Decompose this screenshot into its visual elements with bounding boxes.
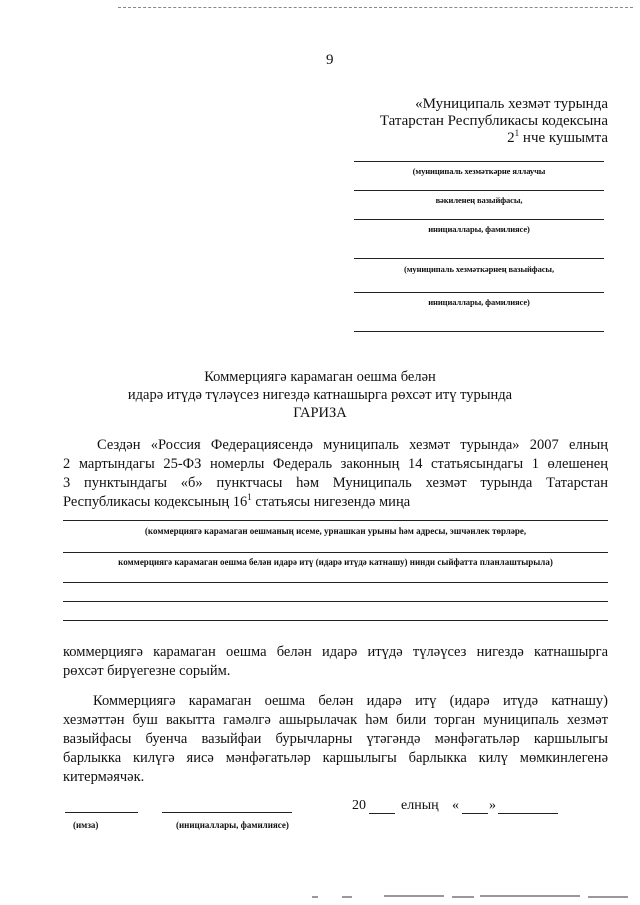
signature-line [65, 812, 138, 813]
request-line-1: Сездән «Россия Федерациясендә муниципаль хезмәт турында» 2007 елның [97, 437, 608, 453]
header-line-3 [380, 130, 608, 147]
employee-position-caption: (муниципаль хезмәткәрнең вазыйфасы, [404, 264, 554, 274]
scan-noise-3 [384, 895, 444, 897]
appendix-header [380, 96, 608, 147]
header-line-2: Татарстан Республикасы кодексына [379, 113, 608, 129]
header-line-3-text: нче кушымта [522, 130, 608, 146]
date-close-quote: » [489, 798, 496, 813]
employee-extra-line [354, 331, 604, 332]
scan-noise-4 [452, 896, 474, 898]
scan-edge-line [118, 7, 633, 8]
title-line-1: Коммерциягә карамаган оешма белән [204, 369, 436, 385]
date-year-word: елның [401, 798, 439, 813]
title-line-3: ГАРИЗА [293, 405, 347, 421]
employee-name-line [354, 292, 604, 293]
conflict-line-1: Коммерциягә карамаган оешма белән идарә итү (идарә итүдә катнашу) [93, 693, 608, 709]
date-month-line [498, 813, 558, 814]
employer-representative-line [354, 161, 604, 162]
blank-line-3 [63, 620, 608, 621]
name-caption: (инициаллары, фамилиясе) [176, 820, 289, 830]
date-open-quote: « [452, 798, 459, 813]
employer-name-line [354, 219, 604, 220]
scan-noise-1 [312, 896, 318, 898]
request-paragraph [63, 436, 608, 512]
conflict-line-4: барлыкка килүгә яисә мәнфәгатьләр каршылыгы барлыкка килү мөмкинлегенә [63, 750, 608, 766]
organization-caption: (коммерциягә карамаган оешманың исеме, урнашкан урыны һәм адресы, эшчәнлек төрләре, [144, 526, 527, 536]
organization-role-line [63, 552, 608, 553]
conflict-paragraph [63, 692, 608, 787]
page-number: 9 [326, 52, 334, 68]
employer-name-caption: инициаллары, фамилиясе) [428, 224, 530, 234]
organization-role-caption: коммерциягә карамаган оешма белән идарә итү (идарә итүдә катнашу) нинди сыйфатта планлаштырыла) [118, 557, 553, 567]
header-line-3-number: 2 [507, 130, 515, 146]
permission-paragraph [63, 643, 608, 681]
signature-caption: (имза) [73, 820, 99, 830]
date-year-prefix: 20 [352, 798, 366, 813]
document-title [0, 368, 640, 422]
scan-noise-2 [342, 896, 352, 898]
blank-line-2 [63, 601, 608, 602]
date-year-line [369, 813, 395, 814]
scan-noise-5 [480, 895, 580, 897]
request-line-3: 3 пунктындагы «б» пунктчасы һәм Муниципаль хезмәт турында Татарстан [63, 475, 608, 491]
employer-position-line [354, 190, 604, 191]
conflict-line-2: хезмәттән буш вакытта гамәлгә ашырылачак һәм били торган муниципаль хезмәт [63, 712, 608, 728]
permission-line-2: рөхсәт бирүегезне сорыйм. [63, 663, 231, 679]
scan-noise-6 [588, 896, 628, 898]
employee-position-line [354, 258, 604, 259]
request-line-2: 2 мартындагы 25-ФЗ номерлы Федераль законның 14 статьясындагы 1 өлешенең [63, 456, 608, 472]
request-line-4-text: Республикасы кодексының 16 [63, 494, 248, 510]
permission-line-1: коммерциягә карамаган оешма белән идарә итүдә түләүсез нигездә катнашырга [63, 644, 608, 660]
blank-line-1 [63, 582, 608, 583]
date-day-line [462, 813, 488, 814]
title-line-2: идарә итүдә түләүсез нигездә катнашырга рөхсәт итү турында [127, 387, 513, 403]
conflict-line-3: вазыйфасы буенча вазыйфаи бурычларны үтәгәндә мәнфәгатьләр каршылыгы [63, 731, 608, 747]
header-line-3-superscript: 1 [514, 128, 520, 138]
header-line-1: «Муниципаль хезмәт турында [415, 96, 608, 112]
conflict-line-5: китермәячәк. [63, 769, 145, 785]
request-line-4-rest: статьясы нигезендә миңа [251, 494, 411, 510]
employer-position-caption: вәкиленең вазыйфасы, [435, 195, 523, 205]
name-line [162, 812, 292, 813]
employee-name-caption: инициаллары, фамилиясе) [428, 297, 530, 307]
request-line-4-superscript: 1 [247, 492, 252, 503]
organization-line [63, 520, 608, 521]
employer-representative-caption: (муниципаль хезмәткәрне яллаучы [412, 166, 546, 176]
request-line-4 [63, 493, 608, 512]
